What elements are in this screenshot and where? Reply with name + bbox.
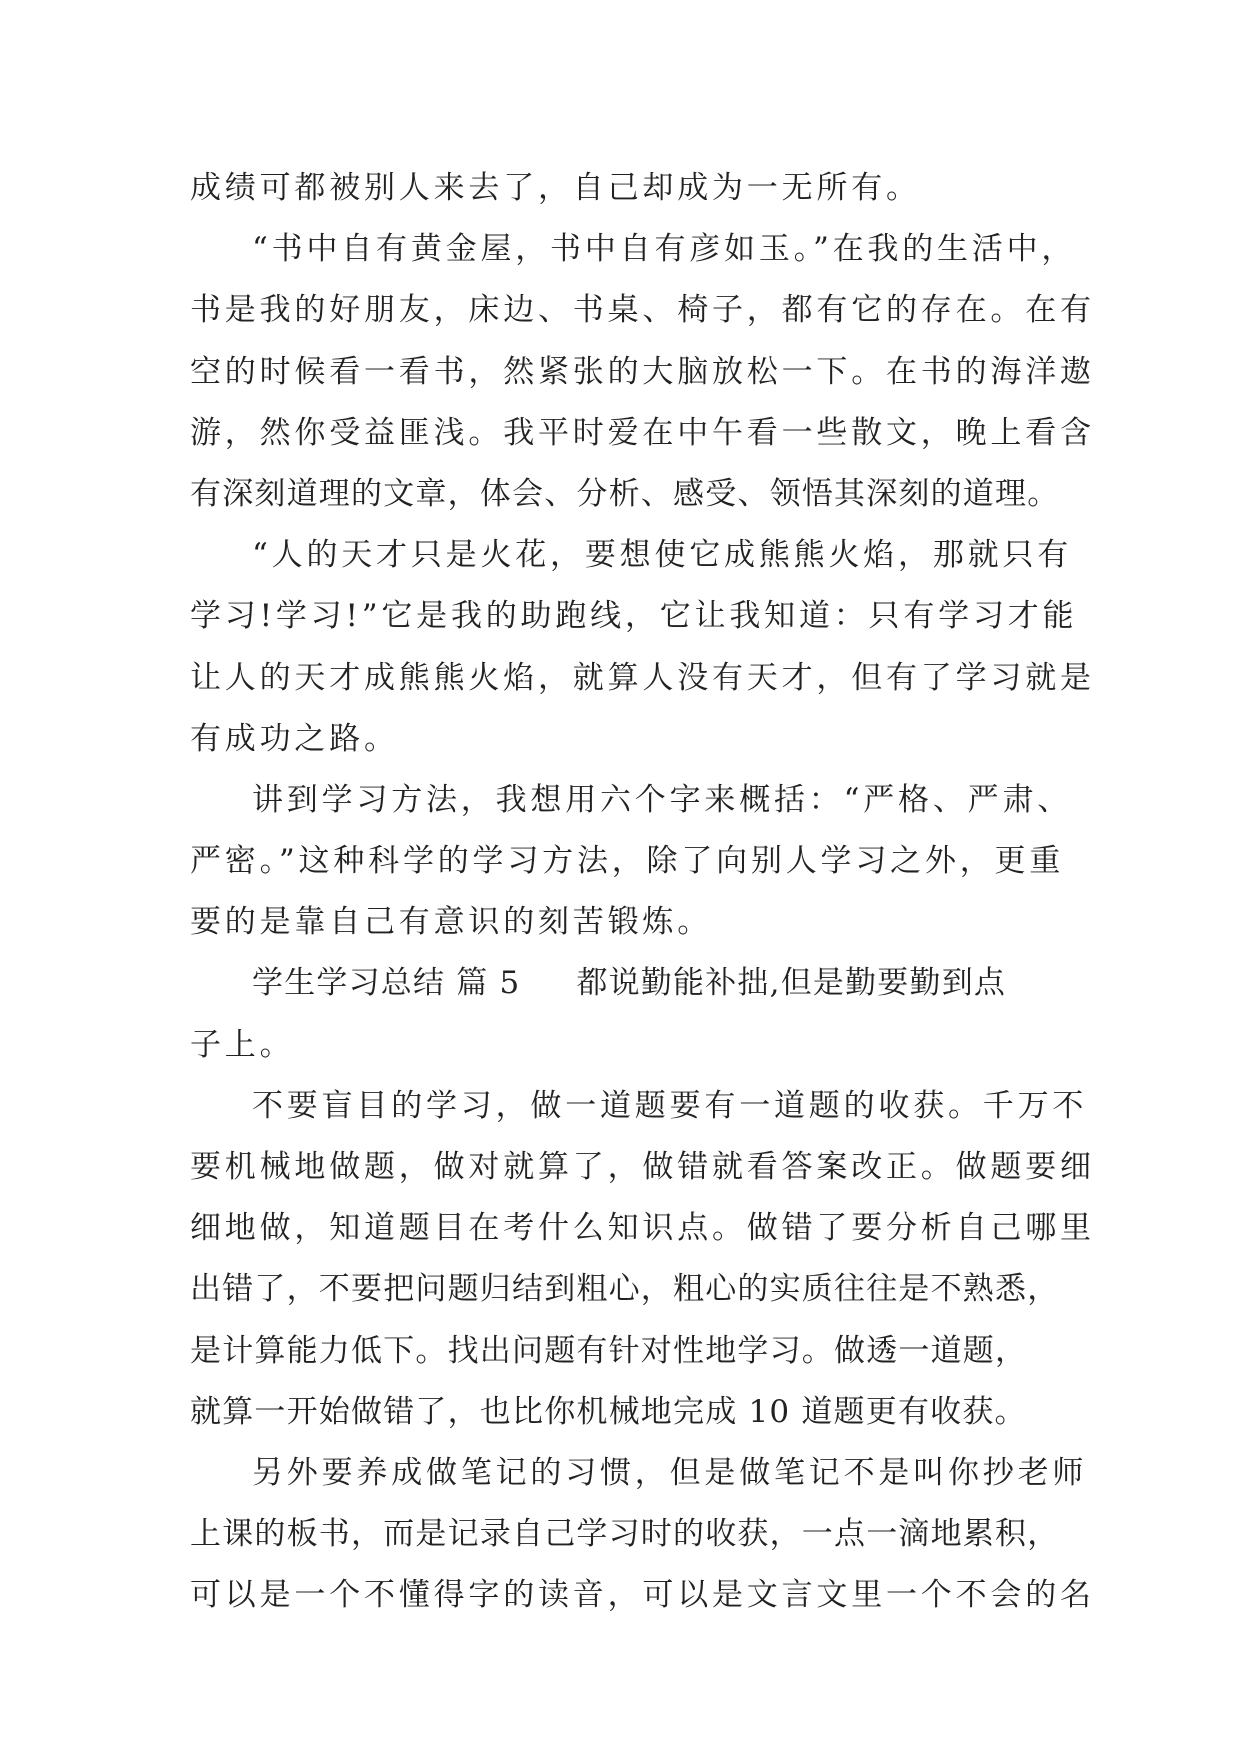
section-heading: 学生学习总结 篇 5 [252,965,521,1002]
text-line: 让人的天才成熊熊火焰，就算人没有天才，但有了学习就是 [190,659,1095,696]
text-line: 出错了，不要把问题归结到粗心，粗心的实质往往是不熟悉， [190,1271,1060,1308]
paragraph-start-line: “人的天才只是火花，要想使它成熊熊火焰，那就只有 [252,537,1073,574]
text-line: 就算一开始做错了，也比你机械地完成 10 道题更有收获。 [190,1393,1027,1430]
text-line: 空的时候看一看书，然紧张的大脑放松一下。在书的海洋遨 [190,353,1095,390]
text-line: 是计算能力低下。找出问题有针对性地学习。做透一道题， [190,1332,1028,1369]
text-line: 细地做，知道题目在考什么知识点。做错了要分析自己哪里 [190,1210,1095,1247]
paragraph-start-line: 不要盲目的学习，做一道题要有一道题的收获。千万不 [252,1087,1088,1124]
text-line: 要的是靠自己有意识的刻苦锻炼。 [190,904,712,941]
paragraph-start-line: “书中自有黄金屋，书中自有彦如玉。”在我的生活中， [252,231,1077,268]
text-line: 游，然你受益匪浅。我平时爱在中午看一些散文，晚上看含 [190,414,1095,451]
text-line: 可以是一个不懂得字的读音，可以是文言文里一个不会的名 [190,1577,1095,1614]
section-heading-line [190,953,1052,1014]
paragraph-start-line: 讲到学习方法，我想用六个字来概括：“严格、严肃、 [252,781,1073,818]
text-line: 上课的板书，而是记录自己学习时的收获，一点一滴地累积， [190,1516,1060,1553]
text-line: 严密。”这种科学的学习方法，除了向别人学习之外，更重 [190,843,1065,880]
text-line: 子上。 [190,1026,295,1063]
text-line: 有成功之路。 [190,720,399,757]
text-line: 要机械地做题，做对就算了，做错就看答案改正。做题要细 [190,1149,1095,1185]
text-line: 成绩可都被别人来去了，自己却成为一无所有。 [190,170,921,206]
text-line: 有深刻道理的文章，体会、分析、感受、领悟其深刻的道理。 [190,475,1060,512]
text-line: 书是我的好朋友，床边、书桌、椅子，都有它的存在。在有 [190,292,1095,329]
section-heading-rest: 都说勤能补拙,但是勤要勤到点 [576,965,1007,1002]
text-line: 学习!学习!”它是我的助跑线，它让我知道：只有学习才能 [190,598,1078,635]
document-body [190,158,1095,1627]
paragraph-start-line: 另外要养成做笔记的习惯，但是做笔记不是叫你抄老师 [252,1454,1088,1491]
